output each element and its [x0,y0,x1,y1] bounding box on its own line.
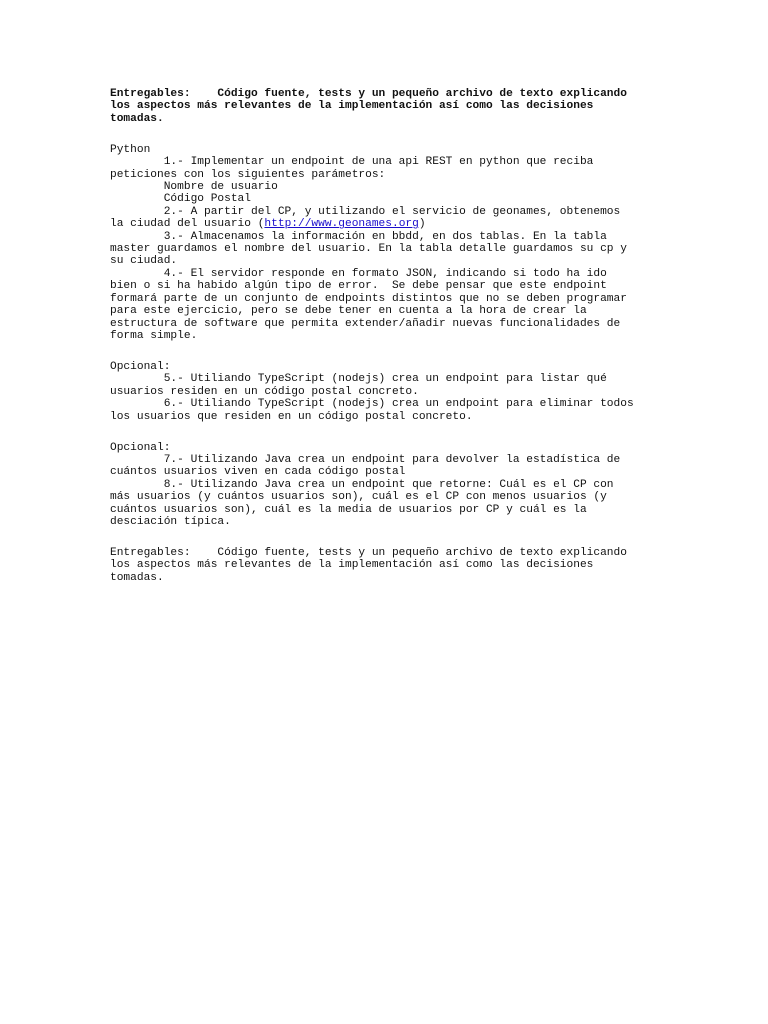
header-line: tomadas. [110,112,164,125]
footer-line: tomadas. [110,571,164,584]
text-line: 5.- Utiliando TypeScript (nodejs) crea un endpoint para listar qué [110,373,607,386]
footer-line: los aspectos más relevantes de la implementación así como las decisiones [110,559,594,572]
geonames-link[interactable]: http://www.geonames.org [264,218,419,231]
text-line-with-link [110,218,670,230]
text-line: forma simple. [110,329,198,342]
text-line: estructura de software que permita extender/añadir nuevas funcionalidades de [110,317,621,330]
python-section [110,144,670,343]
text-line: 1.- Implementar un endpoint de una api REST en python que reciba [110,156,594,169]
header-line: Entregables: Código fuente, tests y un pequeño archivo de texto explicando [110,88,627,100]
text-fragment: ) [418,218,426,231]
text-line: 2.- A partir del CP, y utilizando el servicio de geonames, obtenemos [110,205,621,218]
optional-section-java [110,442,670,529]
footer-line: Entregables: Código fuente, tests y un pequeño archivo de texto explicando [110,546,627,559]
section-title-optional: Opcional: [110,360,171,373]
text-line: Código Postal [110,193,251,206]
text-line: peticiones con los siguientes parámetros: [110,168,386,181]
text-line: formará parte de un conjunto de endpoints distintos que no se deben programar [110,292,627,305]
section-title-optional: Opcional: [110,441,171,454]
text-line: 6.- Utiliando TypeScript (nodejs) crea un endpoint para eliminar todos [110,398,634,411]
header-block [110,88,670,125]
header-line: los aspectos más relevantes de la implementación así como las decisiones [110,100,594,113]
text-line: desciación típica. [110,515,231,528]
footer-block [110,547,670,584]
document-page [110,88,670,584]
text-line: para este ejercicio, pero se debe tener en cuenta a la hora de crear la [110,305,587,318]
text-line: 4.- El servidor responde en formato JSON, indicando si todo ha ido [110,267,607,280]
text-line: 8.- Utilizando Java crea un endpoint que retorne: Cuál es el CP con [110,478,614,491]
text-line: usuarios residen en un código postal concreto. [110,385,419,398]
text-fragment: la ciudad del usuario ( [110,218,265,231]
text-line: cuántos usuarios viven en cada código postal [110,466,406,479]
text-line: 7.- Utilizando Java crea un endpoint para devolver la estadística de [110,453,621,466]
text-line: bien o si ha habido algún tipo de error. Se debe pensar que este endpoint [110,280,607,293]
text-line: cuántos usuarios son), cuál es la media de usuarios por CP y cuál es la [110,503,587,516]
text-line: los usuarios que residen en un código postal concreto. [110,410,473,423]
optional-section-typescript [110,361,670,423]
text-line: más usuarios (y cuántos usuarios son), cuál es el CP con menos usuarios (y [110,491,607,504]
text-line: su ciudad. [110,255,178,268]
text-line: 3.- Almacenamos la información en bbdd, en dos tablas. En la tabla [110,230,607,243]
text-line: Nombre de usuario [110,181,278,194]
section-title-python: Python [110,143,151,156]
text-line: master guardamos el nombre del usuario. En la tabla detalle guardamos su cp y [110,243,627,256]
